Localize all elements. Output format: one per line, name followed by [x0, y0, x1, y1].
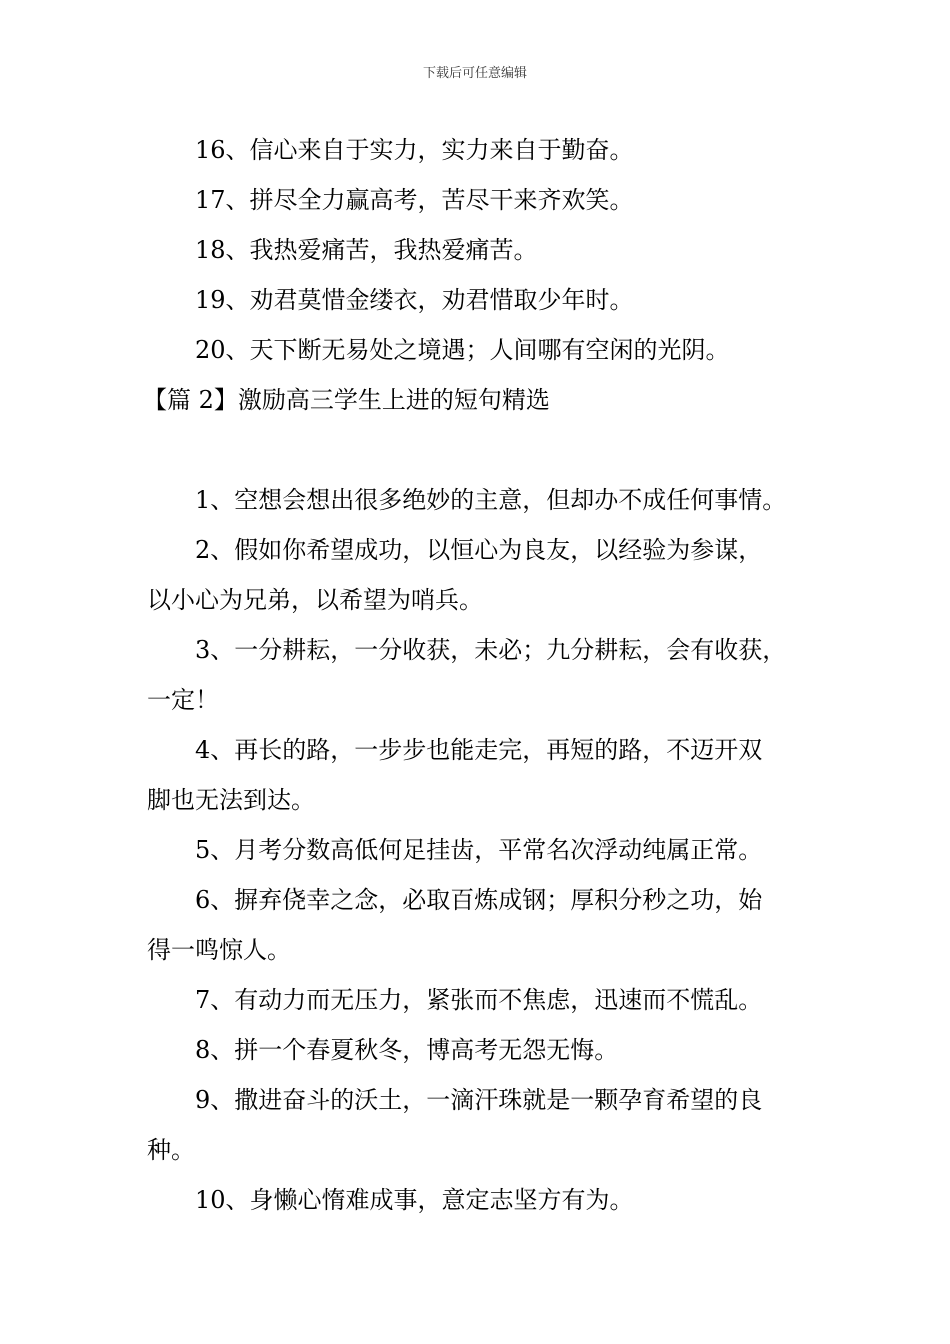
list-item-continuation: 以小心为兄弟，以希望为哨兵。 — [147, 586, 483, 614]
list-item: 2、假如你希望成功，以恒心为良友，以经验为参谋， — [195, 536, 763, 564]
list-item: 4、再长的路，一步步也能走完，再短的路，不迈开双 — [195, 736, 763, 764]
list-item-continuation: 得一鸣惊人。 — [147, 936, 291, 964]
blank-line — [147, 425, 817, 475]
list-item: 9、撒进奋斗的沃土，一滴汗珠就是一颗孕育希望的良 — [195, 1086, 763, 1114]
list-item: 10、身懒心惰难成事，意定志坚方有为。 — [195, 1186, 634, 1214]
document-body — [143, 125, 817, 1225]
list-item-continuation: 一定！ — [147, 686, 219, 714]
list-item-continuation: 种。 — [147, 1136, 195, 1164]
list-item: 6、摒弃侥幸之念，必取百炼成钢；厚积分秒之功，始 — [195, 886, 763, 914]
page-header: 下载后可任意编辑 — [422, 66, 527, 81]
list-item: 17、拼尽全力赢高考，苦尽干来齐欢笑。 — [195, 186, 634, 214]
list-item: 18、我热爱痛苦，我热爱痛苦。 — [195, 236, 538, 264]
section-heading: 【篇 2】激励高三学生上进的短句精选 — [143, 386, 550, 414]
list-item: 8、拼一个春夏秋冬，博高考无怨无悔。 — [195, 1036, 619, 1064]
list-item-continuation: 脚也无法到达。 — [147, 786, 315, 814]
list-item: 19、劝君莫惜金缕衣，劝君惜取少年时。 — [195, 286, 634, 314]
list-item: 1、空想会想出很多绝妙的主意，但却办不成任何事情。 — [195, 486, 787, 514]
list-item: 3、一分耕耘，一分收获，未必；九分耕耘，会有收获， — [195, 636, 787, 664]
list-item: 20、天下断无易处之境遇；人间哪有空闲的光阴。 — [195, 336, 730, 364]
list-item: 7、有动力而无压力，紧张而不焦虑，迅速而不慌乱。 — [195, 986, 763, 1014]
list-item: 16、信心来自于实力，实力来自于勤奋。 — [195, 136, 634, 164]
list-item: 5、月考分数高低何足挂齿，平常名次浮动纯属正常。 — [195, 836, 763, 864]
